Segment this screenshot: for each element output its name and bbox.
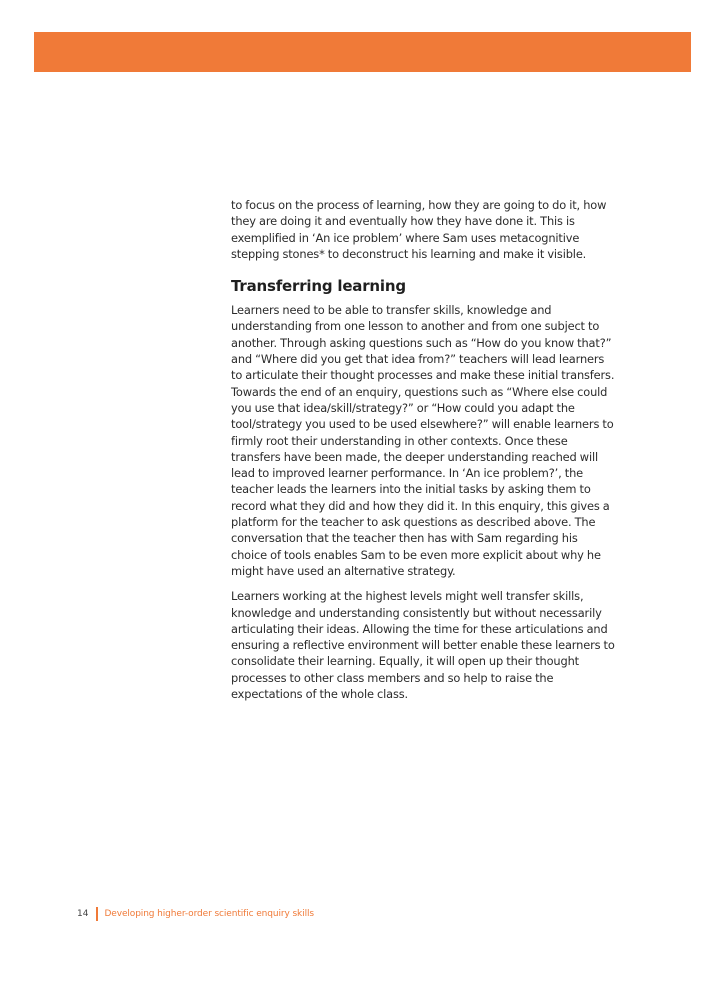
page-footer xyxy=(77,907,314,921)
footer-separator xyxy=(96,907,98,921)
body-paragraph-2: Learners working at the highest levels might well transfer skills, knowledge and understanding consistently but without necessarily articulating their ideas. Allowing the time for these articulations and ensuring a reflective environment will better enable these learners to consolidate their learning. Equally, it will open up their thought processes to other class members and so help to raise the expectations of the whole class. xyxy=(231,589,615,702)
section-heading: Transferring learning xyxy=(231,277,406,296)
running-title: Developing higher-order scientific enquiry skills xyxy=(104,909,314,919)
intro-paragraph: to focus on the process of learning, how they are going to do it, how they are doing it and eventually how they have done it. This is exemplified in ‘An ice problem’ where Sam uses metacognitive stepping stones* to deconstruct his learning and make it visible. xyxy=(231,198,607,261)
page-number: 14 xyxy=(77,909,89,919)
body-paragraph-1: Learners need to be able to transfer skills, knowledge and understanding from one lesson to another and from one subject to another. Through asking questions such as “How do you know that?” and “Where did you get that idea from?” teachers will lead learners to articulate their thought processes and make these initial transfers. Towards the end of an enquiry, questions such as “Where else could you use that idea/skill/strategy?” or “How could you adapt the tool/strategy you used to be used elsewhere?” will enable learners to firmly root their understanding in other contexts. Once these transfers have been made, the deeper understanding reached will lead to improved learner performance. In ‘An ice problem?’, the teacher leads the learners into the initial tasks by asking them to record what they did and how they did it. In this enquiry, this gives a platform for the teacher to ask questions as described above. The conversation that the teacher then has with Sam regarding his choice of tools enables Sam to be even more explicit about why he might have used an alternative strategy. xyxy=(231,303,615,578)
header-color-band xyxy=(34,32,691,72)
page-body xyxy=(231,197,615,702)
